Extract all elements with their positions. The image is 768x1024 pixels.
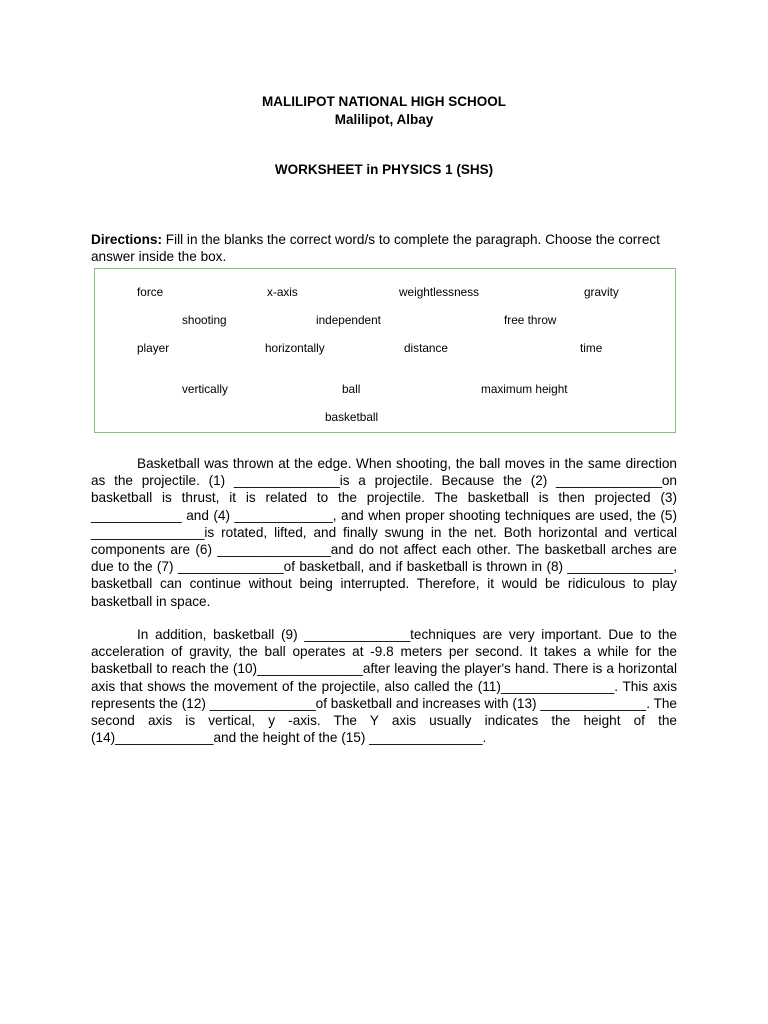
word-bank-item: maximum height [481, 382, 568, 396]
word-bank-item: ball [342, 382, 361, 396]
word-bank-item: vertically [182, 382, 228, 396]
word-bank-box [94, 268, 676, 433]
worksheet-title: WORKSHEET in PHYSICS 1 (SHS) [274, 162, 494, 177]
word-bank-item: free throw [504, 313, 557, 327]
word-bank-item: shooting [182, 313, 227, 327]
word-bank-item: player [137, 341, 170, 355]
word-bank-item: x-axis [267, 285, 298, 299]
paragraph-2: In addition, basketball (9) ______________techniques are very important. Due to the acceleration of gravity, the ball operates at -9.8 meters per second. It takes a while for the basketball to reach the (10)______________after leaving the player's hand. There is a horizontal axis that shows the movement of the projectile, also called the (11)_______________. This axis represents the (12) ______________of basketball and increases with (13) ______________. The second axis is vertical, y -axis. The Y axis usually indicates the height of the (14)_____________and the height of the (15) _______________. [91, 627, 677, 746]
school-name: MALILIPOT NATIONAL HIGH SCHOOL [262, 94, 506, 109]
word-bank-item: distance [404, 341, 448, 355]
word-bank-item: horizontally [265, 341, 325, 355]
word-bank-item: time [580, 341, 603, 355]
word-bank-item: gravity [584, 285, 619, 299]
word-bank-item: basketball [325, 410, 379, 424]
word-bank-item: force [137, 285, 164, 299]
directions [91, 231, 681, 265]
directions-text: Fill in the blanks the correct word/s to complete the paragraph. Choose the correct answer inside the box. [91, 232, 660, 264]
word-bank-item: weightlessness [399, 285, 479, 299]
school-location: Malilipot, Albay [334, 112, 434, 127]
directions-label: Directions: [91, 232, 163, 247]
paragraph-1: Basketball was thrown at the edge. When shooting, the ball moves in the same direction as the projectile. (1) ______________is a projectile. Because the (2) ______________on basketball is thrust, it is related to the projectile. The basketball is then projected (3) ____________ and (4) _____________, and when proper shooting techniques are used, the (5) _______________is rotated, lifted, and finally swung in the net. Both horizontal and vertical components are (6) _______________and do not affect each other. The basketball arches are due to the (7) ______________of basketball, and if basketball is thrown in (8) ______________, basketball can continue without being interrupted. Therefore, it would be ridiculous to play basketball in space. [91, 456, 677, 609]
word-bank-item: independent [316, 313, 381, 327]
